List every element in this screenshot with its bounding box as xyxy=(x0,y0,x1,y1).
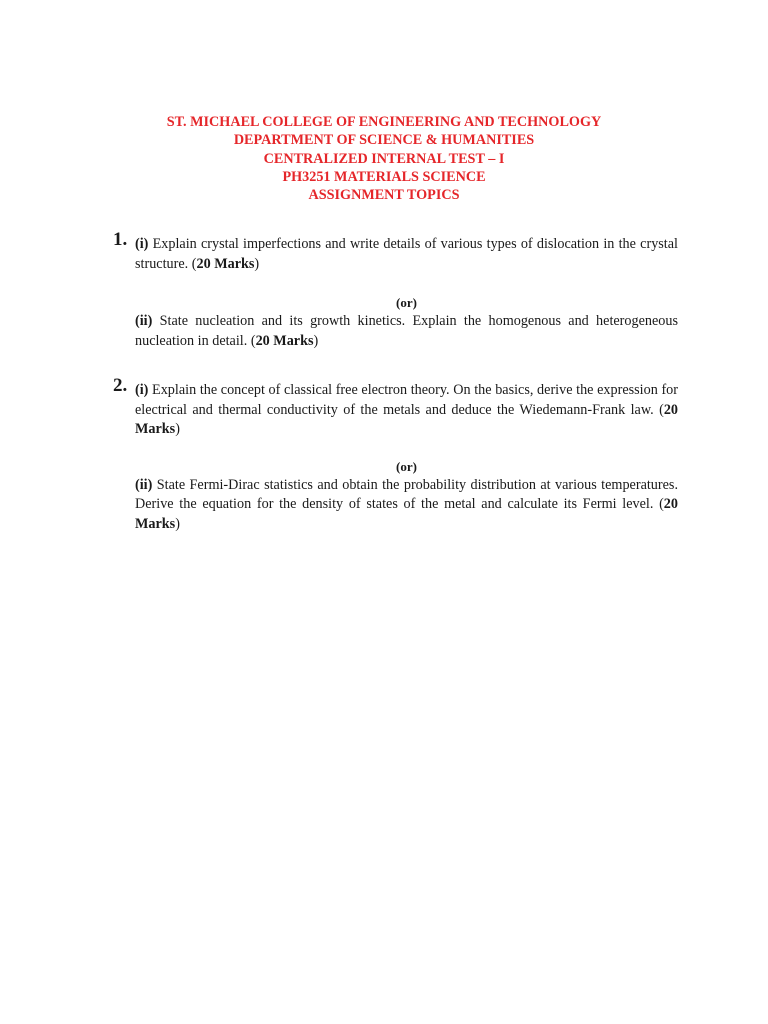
question-2-part-i xyxy=(135,381,678,440)
assignment-title: ASSIGNMENT TOPICS xyxy=(308,187,460,204)
marks: 20 Marks xyxy=(196,255,255,272)
part-label: (i) xyxy=(135,236,149,252)
question-2 xyxy=(113,375,678,534)
part-text: Explain crystal imperfections and write details of various types of dislocation in the crystal structure. ( xyxy=(135,236,678,272)
test-name: CENTRALIZED INTERNAL TEST – I xyxy=(263,150,505,167)
course-name: PH3251 MATERIALS SCIENCE xyxy=(282,168,486,185)
or-separator: (or) xyxy=(396,458,417,474)
question-1-part-ii xyxy=(135,312,678,351)
marks: 20 Marks xyxy=(135,496,678,532)
question-number: 1. xyxy=(113,229,128,250)
department-name: DEPARTMENT OF SCIENCE & HUMANITIES xyxy=(233,132,535,149)
question-number: 2. xyxy=(113,375,128,396)
question-1-part-i xyxy=(135,235,678,274)
marks: 20 Marks xyxy=(255,332,314,349)
part-text: State nucleation and its growth kinetics. Explain the homogenous and heterogeneous nucleation in detail. ( xyxy=(135,313,678,349)
marks: 20 Marks xyxy=(135,401,678,437)
part-text: State Fermi-Dirac statistics and obtain the probability distribution at various temperatures. Derive the equation for the density of states of the metal and calculate its Fermi level. ( xyxy=(135,476,678,512)
marks-close: ) xyxy=(175,421,180,437)
marks-close: ) xyxy=(313,332,319,349)
question-1 xyxy=(113,229,678,351)
part-text: Explain the concept of classical free electron theory. On the basics, derive the expression for electrical and thermal conductivity of the metals and deduce the Wiedemann-Frank law. ( xyxy=(135,382,678,418)
part-label: (i) xyxy=(135,382,149,398)
marks-close: ) xyxy=(254,255,260,272)
question-2-part-ii xyxy=(135,476,678,535)
college-name: ST. MICHAEL COLLEGE OF ENGINEERING AND TECHNOLOGY xyxy=(166,114,602,130)
or-separator: (or) xyxy=(396,295,417,310)
document-header xyxy=(0,113,768,204)
part-label: (ii) xyxy=(135,313,153,329)
marks-close: ) xyxy=(175,515,180,532)
part-label: (ii) xyxy=(135,476,153,493)
